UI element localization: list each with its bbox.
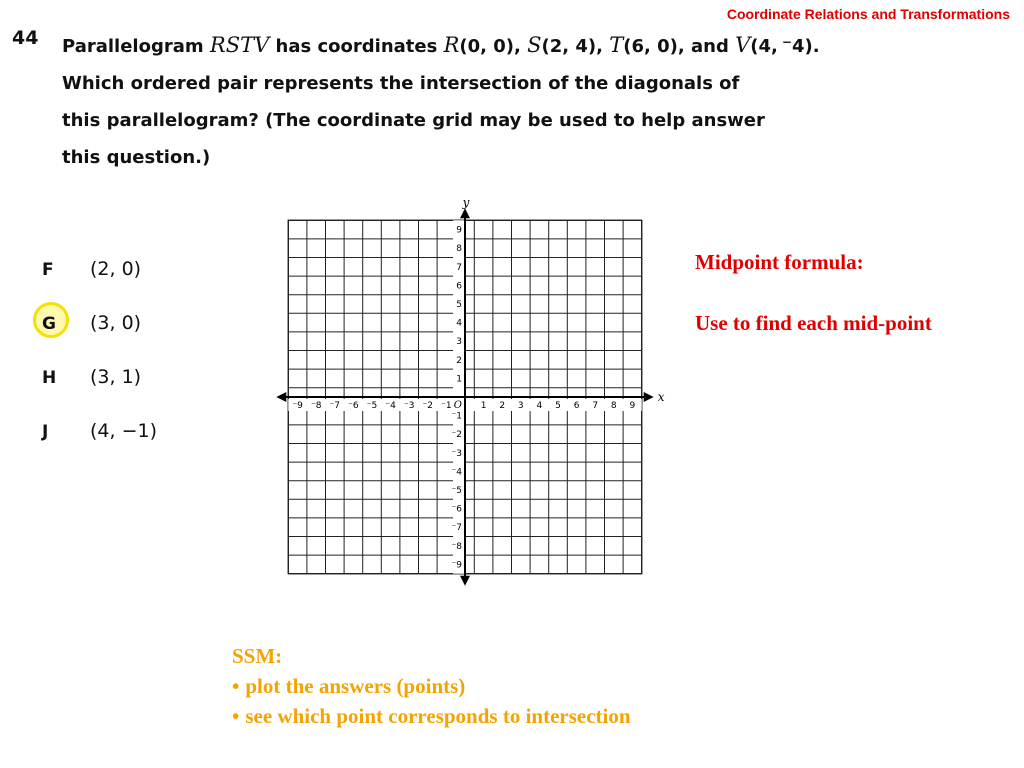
origin-label: O [453,400,462,411]
y-tick-label: ⁻1 [451,411,462,422]
point-s-coords: (2, 4), [541,36,603,57]
x-tick-label: ⁻5 [366,401,378,411]
x-tick-label: ⁻3 [403,401,415,411]
y-axis-arrow-up [460,208,470,218]
ssm-notes [232,641,631,731]
y-tick-label: 9 [456,225,462,236]
point-t-coords: (6, 0), and [623,36,729,57]
x-axis-label: x [657,390,665,404]
point-r-coords: (0, 0), [459,36,521,57]
choice-value: (4, −1) [90,420,158,442]
shape-name: RSTV [209,33,270,57]
y-tick-label: 4 [456,318,462,329]
ssm-title: SSM: [232,644,283,668]
y-tick-label: 3 [456,337,462,348]
coordinate-grid [272,186,672,586]
x-tick-label: 9 [629,401,636,411]
point-v-coords-close: 4). [791,36,820,57]
x-axis-arrow-right [644,392,654,402]
x-axis-arrow-left [276,392,286,402]
y-tick-label: ⁻7 [451,523,462,534]
choice-letter: G [42,314,56,334]
point-t-name: T [609,33,624,57]
y-tick-label: 5 [456,300,462,310]
y-tick-label: ⁻8 [451,541,462,552]
question-line-1 [62,24,942,65]
choice-value: (3, 1) [90,366,142,388]
x-tick-label: ⁻9 [292,401,303,411]
y-axis-label: y [462,195,470,210]
y-tick-label: 1 [456,374,462,385]
y-tick-label: ⁻3 [451,448,462,459]
y-tick-label: ⁻2 [451,430,462,441]
x-tick-label: ⁻7 [329,401,341,411]
question-number: 44 [12,27,39,49]
choice-j[interactable] [40,416,210,470]
choice-value: (2, 0) [90,258,142,280]
point-v-coords-open: (4, [750,36,778,57]
x-tick-label: ⁻8 [310,401,322,411]
point-r-name: R [443,33,460,57]
answer-choices [40,254,210,470]
ssm-bullet-1: • plot the answers (points) [232,671,631,701]
x-tick-label: 1 [480,401,487,411]
x-tick-label: ⁻4 [385,401,396,411]
ssm-bullet-2: • see which point corresponds to intersection [232,701,631,731]
point-v-name: V [735,33,751,57]
coordinate-grid-svg [272,186,672,586]
point-s-name: S [527,33,542,57]
y-tick-label: ⁻9 [451,560,462,571]
y-tick-label: 2 [456,355,462,366]
question-coords-intro: has coordinates [269,36,444,57]
midpoint-formula-usage: Use to find each mid-point [695,311,932,335]
x-tick-label: 4 [536,401,543,411]
x-tick-label: 7 [592,401,599,411]
y-tick-label: ⁻5 [451,486,462,496]
slide-header-title: Coordinate Relations and Transformations [726,6,1010,22]
question-line-2: Which ordered pair represents the intersection of the diagonals of [62,73,740,94]
x-tick-label: 3 [517,401,524,411]
choice-h[interactable] [40,362,210,416]
y-tick-label: ⁻6 [451,504,462,515]
question-text [62,24,942,176]
midpoint-formula-title: Midpoint formula: [695,250,864,274]
x-tick-label: 8 [610,401,617,411]
y-tick-label: 6 [456,281,462,292]
x-tick-label: ⁻6 [348,401,359,411]
question-line-4: this question.) [62,147,211,168]
x-tick-label: ⁻1 [441,401,452,411]
question-intro: Parallelogram [62,36,210,57]
question-line-3: this parallelogram? (The coordinate grid may be used to help answer [62,110,765,131]
choice-f[interactable] [40,254,210,308]
choice-letter: F [42,260,54,280]
x-tick-label: ⁻2 [422,401,434,411]
choice-letter: J [42,422,49,442]
x-tick-label: 5 [555,401,561,411]
choice-letter: H [42,368,57,388]
choice-g[interactable] [40,308,210,362]
y-tick-label: 7 [456,262,462,273]
choice-value: (3, 0) [90,312,142,334]
y-tick-label: ⁻4 [451,467,462,478]
x-tick-label: 6 [573,401,580,411]
x-tick-label: 2 [499,401,506,411]
y-tick-label: 8 [456,244,462,255]
point-v-minus: − [781,35,792,49]
y-axis-arrow-down [460,576,470,586]
